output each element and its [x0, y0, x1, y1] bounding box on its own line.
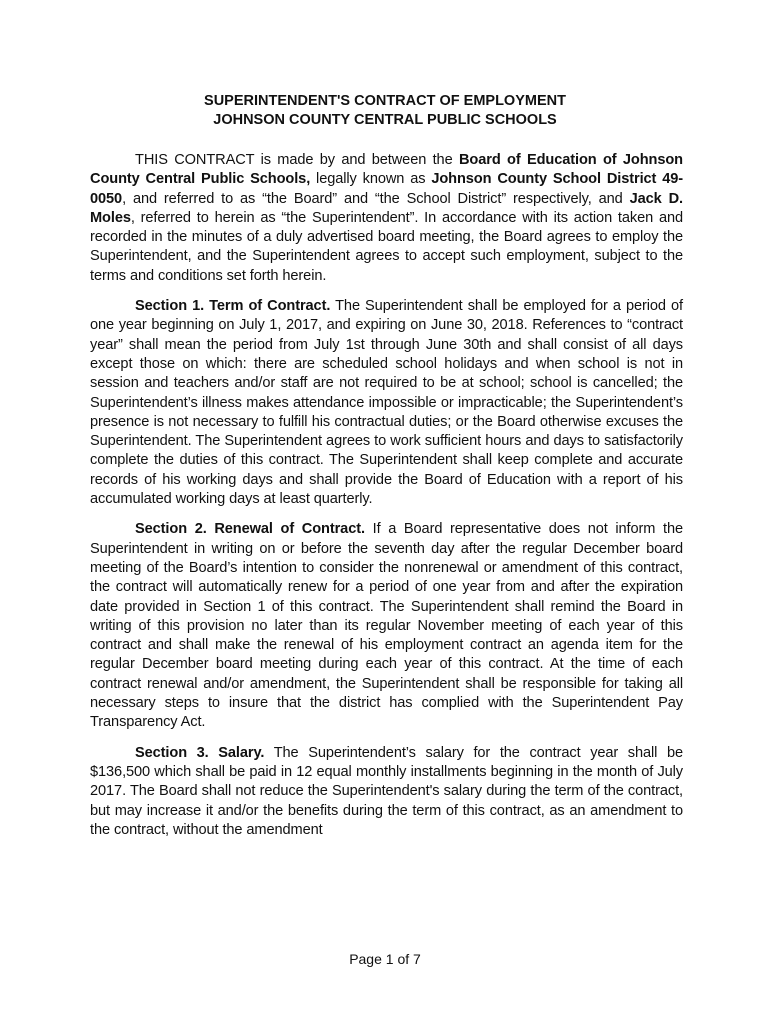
section-1-paragraph — [90, 297, 683, 509]
page-number: Page 1 of 7 — [349, 951, 421, 967]
intro-text-3: , and referred to as “the Board” and “the School District” respectively, and — [122, 190, 630, 207]
section-1-text: The Superintendent shall be employed for a period of one year beginning on July 1, 2017, and expiring on June 30, 2018. References to “contract year” shall mean the period from July 1st through June 30th and shall consist of all days except those on which: there are scheduled school holidays and when school is not in session and teachers and/or staff are not required to be at school; school is cancelled; the Superintendent’s illness makes attendance impossible or impracticable; the Superintendent’s presence is not necessary to fulfill his contractual duties; or the Board otherwise excuses the Superintendent. The Superintendent agrees to work sufficient hours and days to satisfactorily complete the duties of this contract. The Superintendent shall keep complete and accurate records of his working days and shall provide the Board of Education with a report of his accumulated working days at least quarterly. — [90, 298, 683, 508]
section-2-heading: Section 2. Renewal of Contract. — [135, 521, 365, 538]
board-name: Board of Education of Johnson County Central Public Schools, — [90, 152, 683, 188]
intro-paragraph — [90, 151, 683, 286]
intro-text-4: , referred to herein as “the Superintendent”. In accordance with its action taken and recorded in the minutes of a duly advertised board meeting, the Board agrees to employ the Superintendent, and the Superintendent agrees to accept such employment, subject to the terms and conditions set forth herein. — [90, 209, 683, 284]
intro-text-1: THIS CONTRACT is made by and between the — [135, 152, 459, 168]
title-line-1: SUPERINTENDENT'S CONTRACT OF EMPLOYMENT — [204, 93, 566, 109]
title-line-2: JOHNSON COUNTY CENTRAL PUBLIC SCHOOLS — [213, 112, 557, 128]
section-2-text: If a Board representative does not inform the Superintendent in writing on or before the seventh day after the regular December board meeting of the Board’s intention to consider the nonrenewal or amendment of this contract, the contract will automatically renew for a period of one year from and after the expiration date provided in Section 1 of this contract. The Superintendent shall remind the Board in writing of this provision no later than its regular November meeting of each year of this contract and shall make the renewal of his employment contract an agenda item for the regular December board meeting during each year of this contract. At the time of each contract renewal and/or amendment, the Superintendent shall be responsible for taking all necessary steps to insure that the district has complied with the Superintendent Pay Transparency Act. — [90, 521, 683, 731]
section-1-heading: Section 1. Term of Contract. — [135, 298, 331, 315]
document-title — [0, 92, 770, 130]
district-name: Johnson County School District 49-0050 — [90, 171, 684, 207]
section-2-paragraph — [90, 520, 683, 732]
section-3-text: The Superintendent’s salary for the contract year shall be $136,500 which shall be paid in 12 equal monthly installments beginning in the month of July 2017. The Board shall not reduce the Superintendent's salary during the term of the contract, but may increase it and/or the benefits during the term of this contract, as an amendment to the contract, without the amendment — [90, 744, 683, 838]
intro-text-2: legally known as — [310, 171, 432, 188]
section-3-paragraph — [90, 744, 683, 840]
document-body — [90, 151, 683, 851]
section-3-heading: Section 3. Salary. — [135, 744, 265, 761]
superintendent-name: Jack D. Moles — [90, 190, 684, 226]
